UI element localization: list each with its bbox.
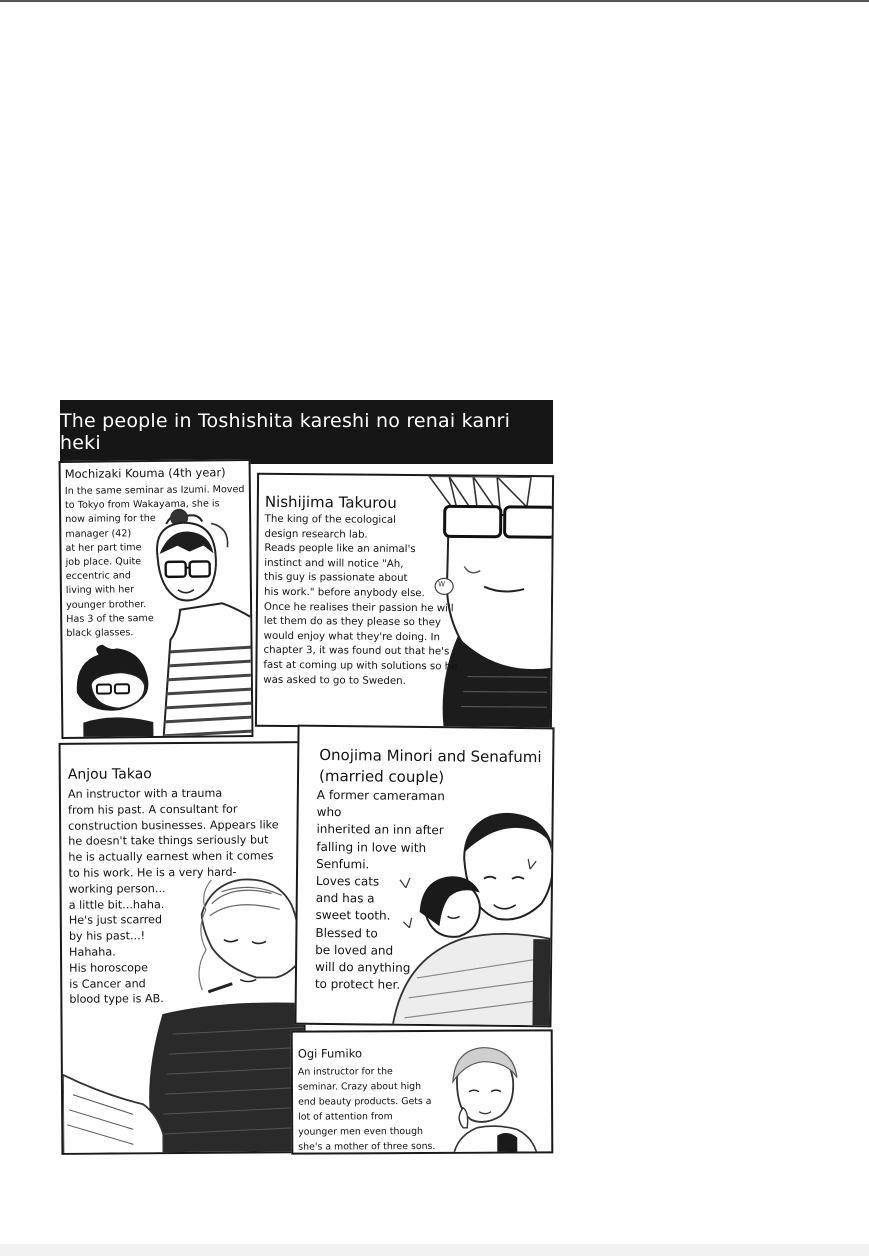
bottom-band — [0, 1244, 869, 1256]
character-name-kouma: Mochizaki Kouma (4th year) — [64, 465, 226, 481]
character-description-takurou: The king of the ecological design research lab. Reads people like an animal's instinct and will notice "Ah, this guy is passionate about his work." before anybody else. Once he realises their passion he will let them do as they please so they would enjoy what they're doing. In chapter 3, it was found out that he's fast at coming up with solutions so he was asked to go to Sweden. — [263, 513, 458, 687]
character-description-kouma: In the same seminar as Izumi. Moved to Tokyo from Wakayama, she is now aiming for the manager (42) at her part time job place. Quite eccentric and living with her younger brother. Has 3 of the same black glasses. — [64, 484, 245, 639]
character-name-fumiko: Ogi Fumiko — [297, 1046, 363, 1061]
character-name-onojima: Onojima Minori and Senafumi (married couple) — [318, 745, 542, 787]
panel-ogi-fumiko — [291, 1029, 554, 1154]
character-description-fumiko: An instructor for the seminar. Crazy about high end beauty products. Gets a lot of attention from younger men even though she's a mother of three sons. — [297, 1066, 436, 1153]
character-description-onojima: A former cameraman who inherited an inn after falling in love with Senfumi. Loves cats and has a sweet tooth. Blessed to be loved and will do anything to protect her. — [314, 787, 446, 992]
character-name-takurou: Nishijima Takurou — [264, 492, 397, 512]
top-rule — [0, 0, 869, 2]
character-name-takao: Anjou Takao — [67, 766, 152, 783]
mutter-bubble: W — [438, 580, 446, 589]
panel-onojima-couple — [294, 725, 554, 1028]
page-title-text: The people in Toshishita kareshi no renai kanri heki — [60, 410, 511, 454]
character-description-takao: An instructor with a trauma from his past. A consultant for construction businesses. Appears like he doesn't take things seriously but he is actually earnest when it comes to his work. He is a very hard- working person... a little bit...haha. He's just scarred by his past...! Hahaha. His horoscope is Cancer and blood type is AB. — [67, 786, 279, 1007]
panel-anjou-takao — [59, 741, 307, 1155]
panel-nishijima-takurou — [255, 473, 554, 730]
panel-mochizaki-kouma — [59, 459, 254, 739]
page-title — [60, 400, 553, 464]
